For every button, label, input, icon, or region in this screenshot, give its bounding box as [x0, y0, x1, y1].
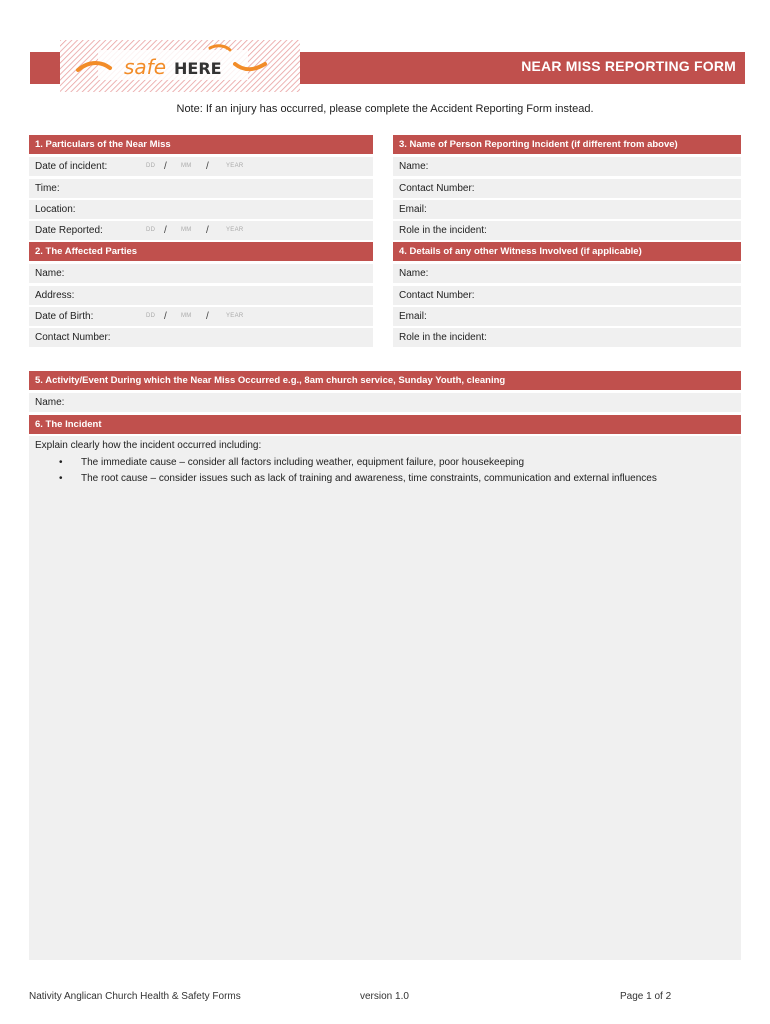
section-6-header: 6. The Incident: [29, 415, 741, 434]
witness-name-row[interactable]: [393, 264, 741, 283]
witness-email-row[interactable]: [393, 307, 741, 326]
list-item: [35, 471, 657, 487]
day-placeholder: DD: [146, 227, 156, 233]
date-separator: /: [206, 225, 209, 236]
bullet-icon: •: [59, 473, 63, 484]
date-reported-row[interactable]: [29, 221, 373, 240]
field-label: Role in the incident:: [399, 332, 487, 343]
witness-role-row[interactable]: [393, 328, 741, 347]
section-5-header: 5. Activity/Event During which the Near Miss Occurred e.g., 8am church service, Sunday Youth, cleaning: [29, 371, 741, 390]
date-separator: /: [164, 161, 167, 172]
time-row[interactable]: [29, 179, 373, 198]
date-separator: /: [206, 161, 209, 172]
date-separator: /: [206, 311, 209, 322]
month-placeholder: MM: [181, 163, 192, 169]
field-label: Date of Birth:: [35, 311, 94, 322]
activity-name-row[interactable]: [29, 393, 741, 412]
affected-address-row[interactable]: [29, 286, 373, 305]
header-accent-left: [30, 52, 60, 84]
year-placeholder: YEAR: [226, 163, 244, 169]
incident-cause-list: [35, 455, 657, 487]
footer-page-number: Page 1 of 2: [620, 991, 672, 1002]
affected-contact-row[interactable]: [29, 328, 373, 347]
form-title: NEAR MISS REPORTING FORM: [521, 58, 736, 74]
affected-name-row[interactable]: [29, 264, 373, 283]
year-placeholder: YEAR: [226, 313, 244, 319]
footer-version: version 1.0: [360, 991, 409, 1002]
field-label: Address:: [35, 290, 75, 301]
date-of-birth-row[interactable]: [29, 307, 373, 326]
bullet-icon: •: [59, 457, 63, 468]
reporter-email-row[interactable]: [393, 200, 741, 219]
field-label: Role in the incident:: [399, 225, 487, 236]
reporter-role-row[interactable]: [393, 221, 741, 240]
field-label: Contact Number:: [35, 332, 111, 343]
safehere-logo: [60, 40, 300, 92]
section-1-header: 1. Particulars of the Near Miss: [29, 135, 373, 154]
date-separator: /: [164, 311, 167, 322]
incident-description-area[interactable]: [29, 436, 741, 960]
section-4-header: 4. Details of any other Witness Involved (if applicable): [393, 242, 741, 261]
reporter-contact-row[interactable]: [393, 179, 741, 198]
date-of-incident-row[interactable]: [29, 157, 373, 176]
field-label: Email:: [399, 204, 427, 215]
month-placeholder: MM: [181, 313, 192, 319]
field-label: Location:: [35, 204, 76, 215]
injury-note: Note: If an injury has occurred, please complete the Accident Reporting Form instead.: [176, 103, 594, 115]
bullet-text: The immediate cause – consider all factors including weather, equipment failure, poor housekeeping: [81, 457, 525, 468]
field-label: Contact Number:: [399, 183, 475, 194]
day-placeholder: DD: [146, 313, 156, 319]
field-label: Date Reported:: [35, 225, 103, 236]
footer-organization: Nativity Anglican Church Health & Safety Forms: [29, 991, 241, 1002]
reporter-name-row[interactable]: [393, 157, 741, 176]
field-label: Name:: [35, 397, 65, 408]
date-separator: /: [164, 225, 167, 236]
location-row[interactable]: [29, 200, 373, 219]
section-3-header: 3. Name of Person Reporting Incident (if different from above): [393, 135, 741, 154]
field-label: Date of incident:: [35, 161, 108, 172]
section-2-header: 2. The Affected Parties: [29, 242, 373, 261]
field-label: Email:: [399, 311, 427, 322]
year-placeholder: YEAR: [226, 227, 244, 233]
field-label: Name:: [399, 268, 429, 279]
list-item: [35, 455, 657, 471]
incident-instructions: Explain clearly how the incident occurred including:: [35, 440, 262, 451]
day-placeholder: DD: [146, 163, 156, 169]
field-label: Name:: [35, 268, 65, 279]
logo-text-here: HERE: [174, 59, 222, 78]
witness-contact-row[interactable]: [393, 286, 741, 305]
field-label: Name:: [399, 161, 429, 172]
field-label: Time:: [35, 183, 60, 194]
month-placeholder: MM: [181, 227, 192, 233]
logo-text-safe: safe: [124, 55, 167, 79]
field-label: Contact Number:: [399, 290, 475, 301]
bullet-text: The root cause – consider issues such as lack of training and awareness, time constraints, communication and external influences: [81, 473, 657, 484]
